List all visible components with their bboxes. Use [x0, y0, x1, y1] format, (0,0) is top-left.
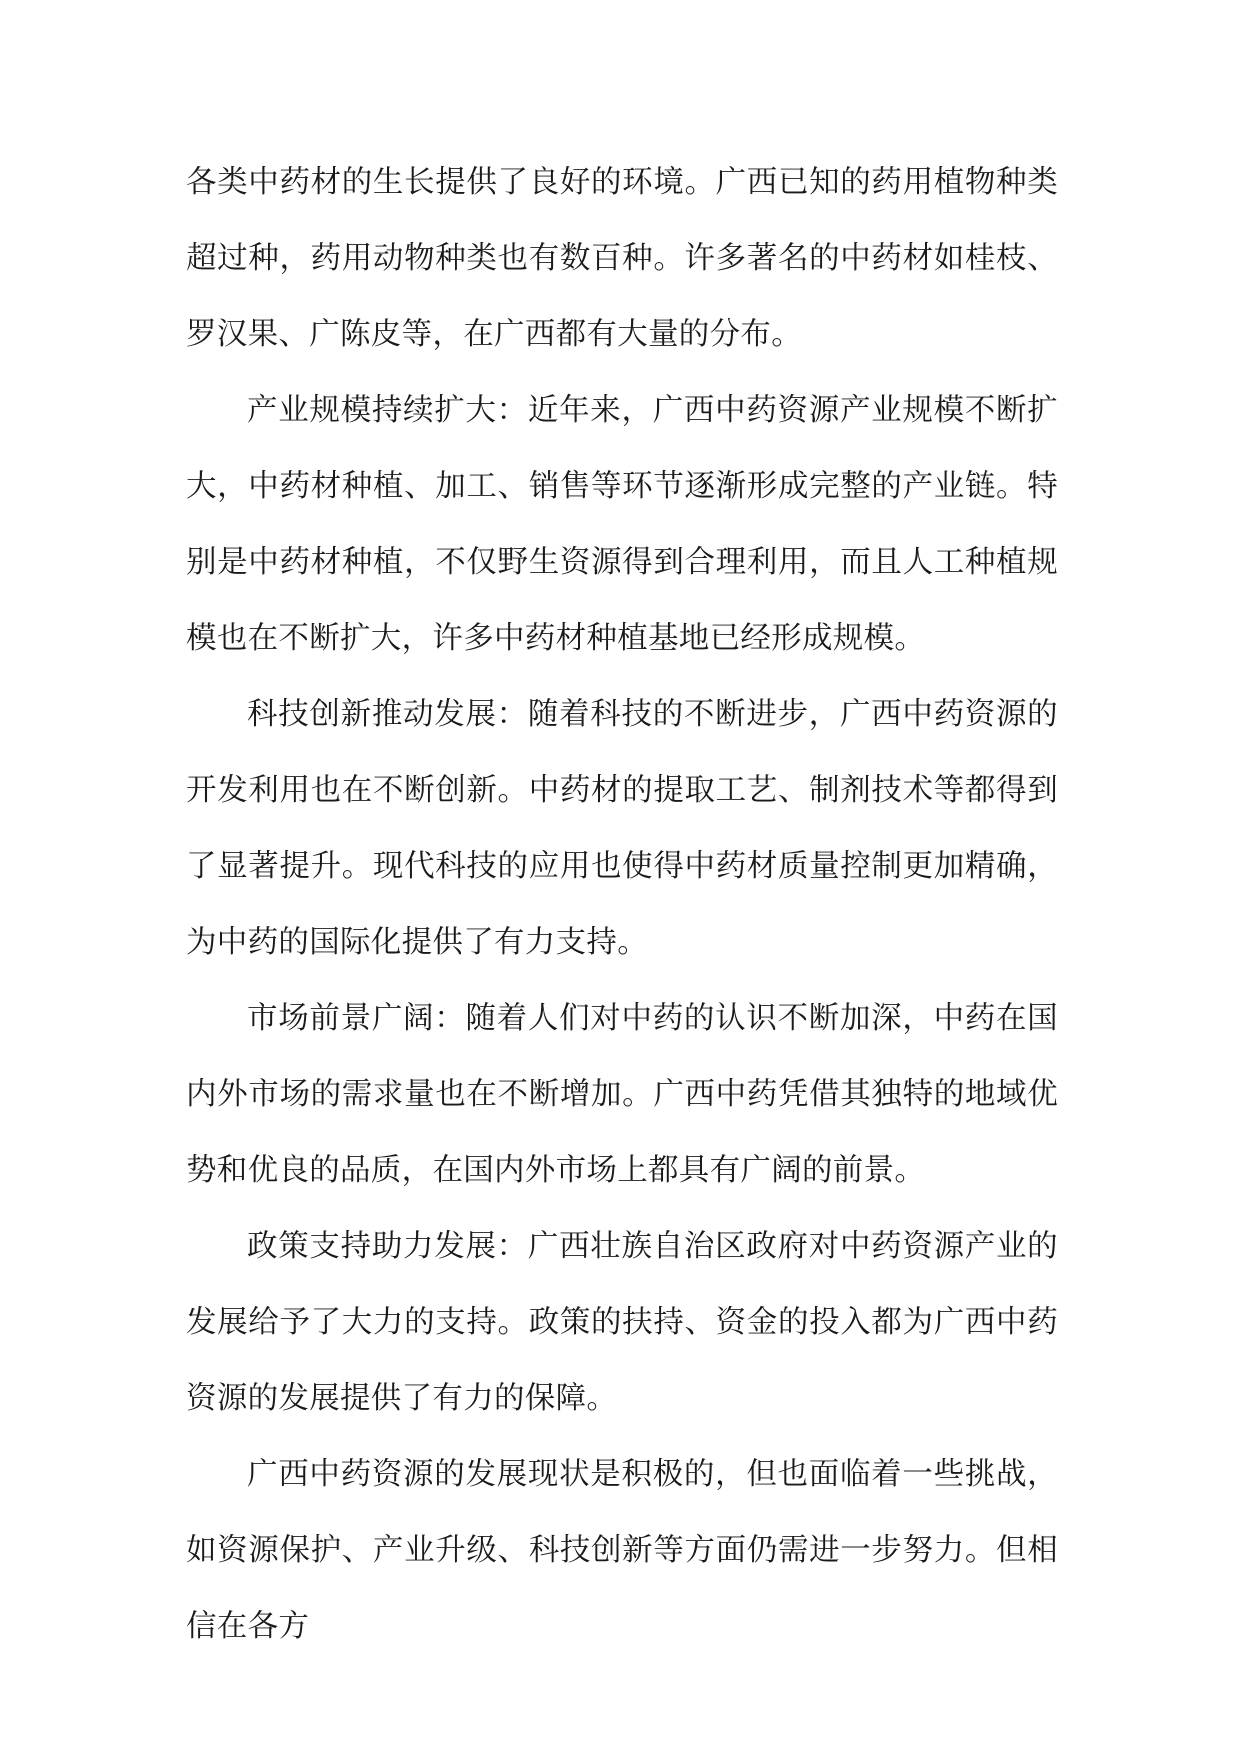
paragraph-continuation: 各类中药材的生长提供了良好的环境。广西已知的药用植物种类超过种，药用动物种类也有数百种。许多著名的中药材如桂枝、罗汉果、广陈皮等，在广西都有大量的分布。 — [186, 165, 1058, 352]
paragraph-industry-scale: 产业规模持续扩大：近年来，广西中药资源产业规模不断扩大，中药材种植、加工、销售等环节逐渐形成完整的产业链。特别是中药材种植，不仅野生资源得到合理利用，而且人工种植规模也在不断扩大，许多中药材种植基地已经形成规模。 — [186, 393, 1058, 656]
document-body — [186, 145, 1058, 1665]
paragraph-market-prospects: 市场前景广阔：随着人们对中药的认识不断加深，中药在国内外市场的需求量也在不断增加。广西中药凭借其独特的地域优势和优良的品质，在国内外市场上都具有广阔的前景。 — [186, 1001, 1058, 1188]
paragraph-summary: 广西中药资源的发展现状是积极的，但也面临着一些挑战，如资源保护、产业升级、科技创新等方面仍需进一步努力。但相信在各方 — [186, 1457, 1058, 1644]
paragraph-tech-innovation: 科技创新推动发展：随着科技的不断进步，广西中药资源的开发利用也在不断创新。中药材的提取工艺、制剂技术等都得到了显著提升。现代科技的应用也使得中药材质量控制更加精确，为中药的国际化提供了有力支持。 — [186, 697, 1058, 960]
paragraph-policy-support: 政策支持助力发展：广西壮族自治区政府对中药资源产业的发展给予了大力的支持。政策的扶持、资金的投入都为广西中药资源的发展提供了有力的保障。 — [186, 1229, 1058, 1416]
